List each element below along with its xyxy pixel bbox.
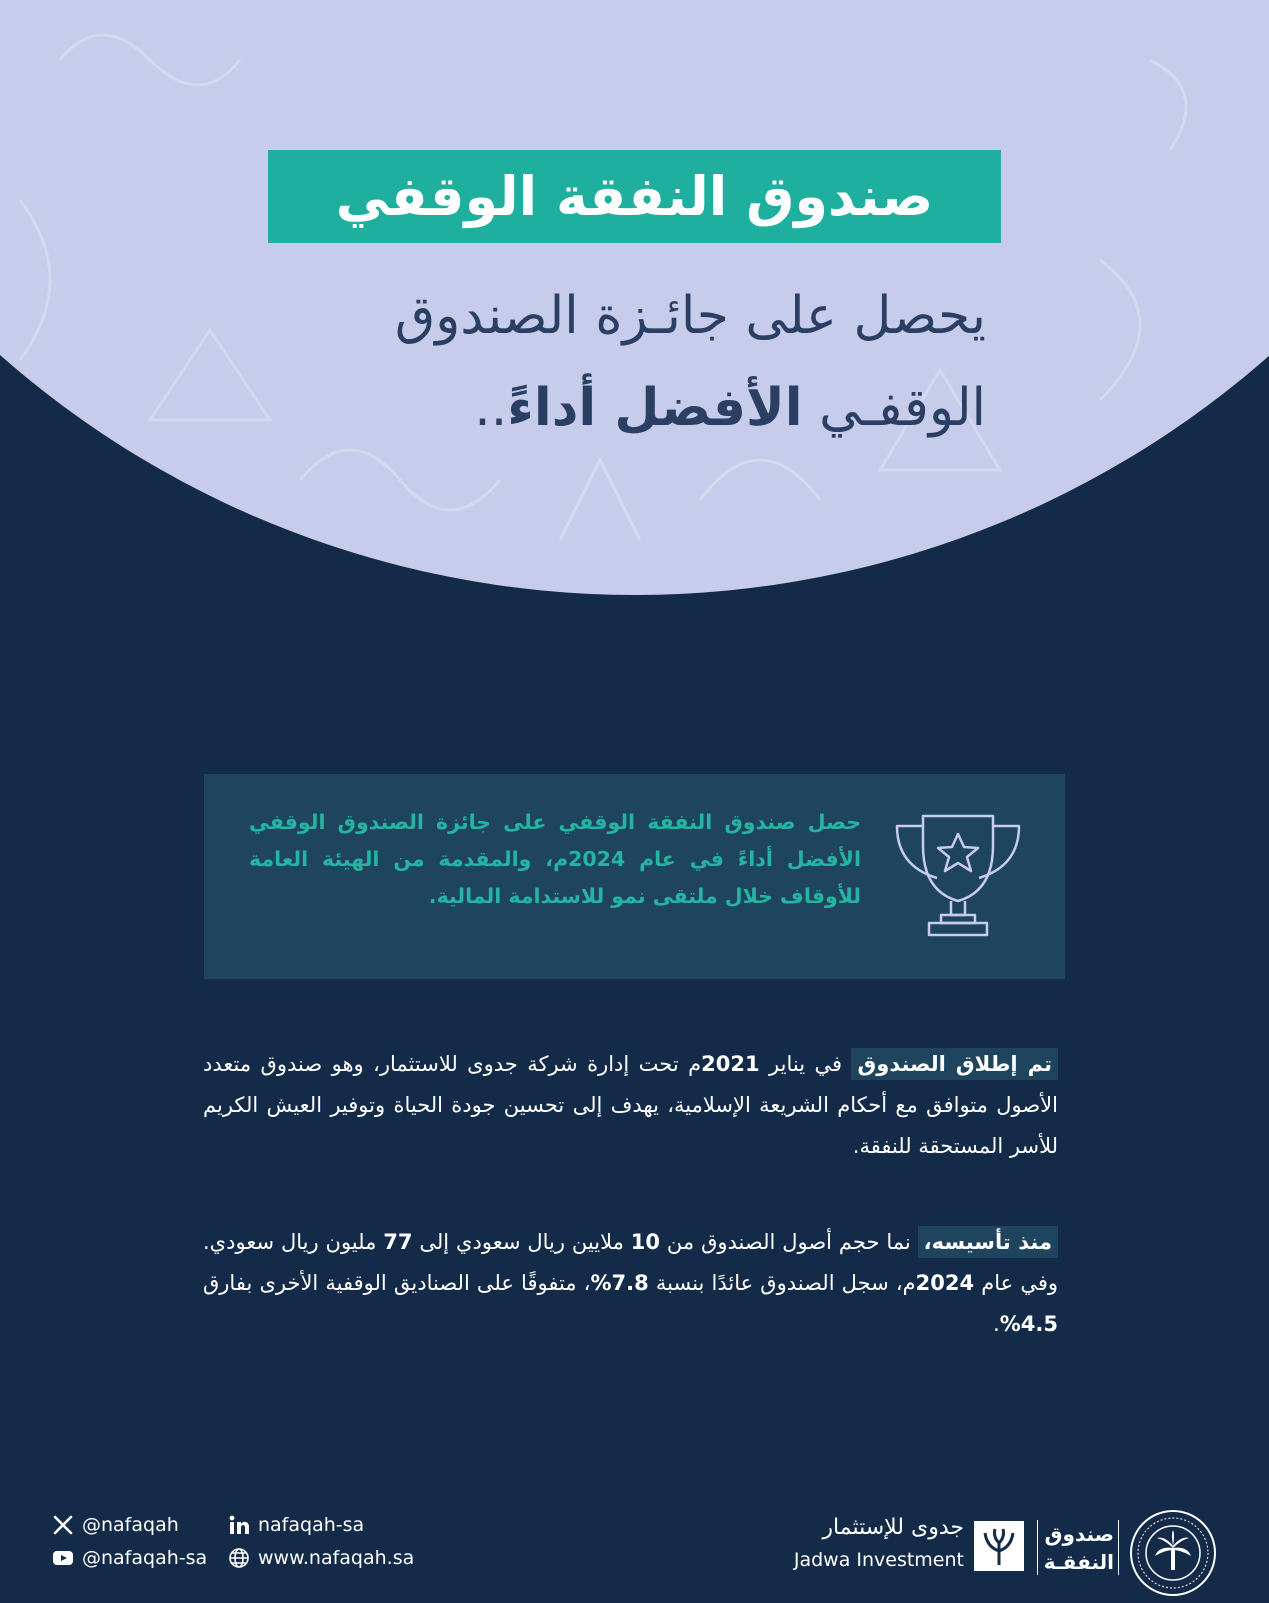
youtube-link[interactable] (52, 1547, 207, 1569)
jadwa-mark-icon (974, 1521, 1024, 1571)
subtitle-dots: .. (474, 378, 508, 438)
launch-paragraph (203, 1044, 1058, 1167)
launch-text-1: في يناير (759, 1052, 852, 1076)
growth-value-end: 77 (383, 1230, 413, 1254)
youtube-icon (52, 1547, 74, 1569)
growth-lead: منذ تأسيسه، (918, 1226, 1058, 1258)
growth-text-3: مليون ريال سعودي. وفي عام (203, 1230, 1059, 1295)
jadwa-logo (788, 1515, 1024, 1577)
logo-divider-2 (1118, 1520, 1119, 1575)
growth-value-start: 10 (630, 1230, 660, 1254)
page-subtitle (226, 270, 986, 454)
page-title: صندوق النفقة الوقفي (268, 150, 1001, 243)
x-handle: @nafaqah (82, 1514, 179, 1536)
award-callout (204, 774, 1065, 979)
subtitle-regular: الوقفـي (802, 378, 986, 438)
growth-paragraph (203, 1222, 1058, 1345)
growth-text-6: . (993, 1312, 1000, 1336)
fund-seal-icon (1128, 1508, 1218, 1598)
growth-text-5: ، متفوقًا على الصناديق الوقفية الأخرى بفارق (203, 1271, 591, 1295)
website-url: www.nafaqah.sa (258, 1547, 415, 1569)
launch-text-2: م تحت إدارة شركة جدوى للاستثمار، وهو صندوق متعدد الأصول متوافق مع أحكام الشريعة الإسلامية، يهدف إلى تحسين جودة الحياة وتوفير العيش الكريم للأسر المستحقة للنفقة. (203, 1052, 1058, 1158)
growth-text-4: م، سجل الصندوق عائدًا بنسبة (648, 1271, 916, 1295)
growth-year: 2024 (915, 1271, 975, 1295)
growth-text-2: ملايين ريال سعودي إلى (412, 1230, 631, 1254)
award-text: حصل صندوق النفقة الوقفي على جائزة الصندوق الوقفي الأفضل أداءً في عام 2024م، والمقدمة من الهيئة العامة للأوقاف خلال ملتقى نمو للاستدامة المالية. (249, 810, 861, 908)
launch-lead: تم إطلاق الصندوق (851, 1048, 1058, 1080)
growth-return: 7.8% (590, 1271, 649, 1295)
youtube-handle: @nafaqah-sa (82, 1547, 208, 1569)
linkedin-handle: nafaqah-sa (258, 1514, 365, 1536)
linkedin-icon (228, 1514, 250, 1536)
jadwa-english-name: Jadwa Investment (793, 1549, 964, 1571)
x-icon (52, 1514, 74, 1536)
logo-divider (1037, 1520, 1038, 1575)
growth-text-1: نما حجم أصول الصندوق من (660, 1230, 918, 1254)
growth-margin: 4.5% (999, 1312, 1058, 1336)
linkedin-link[interactable] (228, 1514, 364, 1536)
subtitle-line-2 (226, 362, 986, 454)
fund-name-line-2: النفقـة (1043, 1550, 1114, 1574)
globe-icon (228, 1547, 250, 1569)
website-link[interactable] (228, 1547, 414, 1569)
x-link[interactable] (52, 1514, 179, 1536)
subtitle-line-1: يحصل على جائـزة الصندوق (394, 286, 986, 346)
subtitle-bold: الأفضل أداءً (507, 378, 803, 438)
fund-logo-text (1043, 1520, 1114, 1576)
jadwa-arabic-name: جدوى للإستثمار (822, 1515, 964, 1540)
trophy-icon (893, 812, 1023, 942)
launch-year: 2021 (701, 1052, 760, 1076)
fund-name-line-1: صندوق (1044, 1522, 1114, 1546)
